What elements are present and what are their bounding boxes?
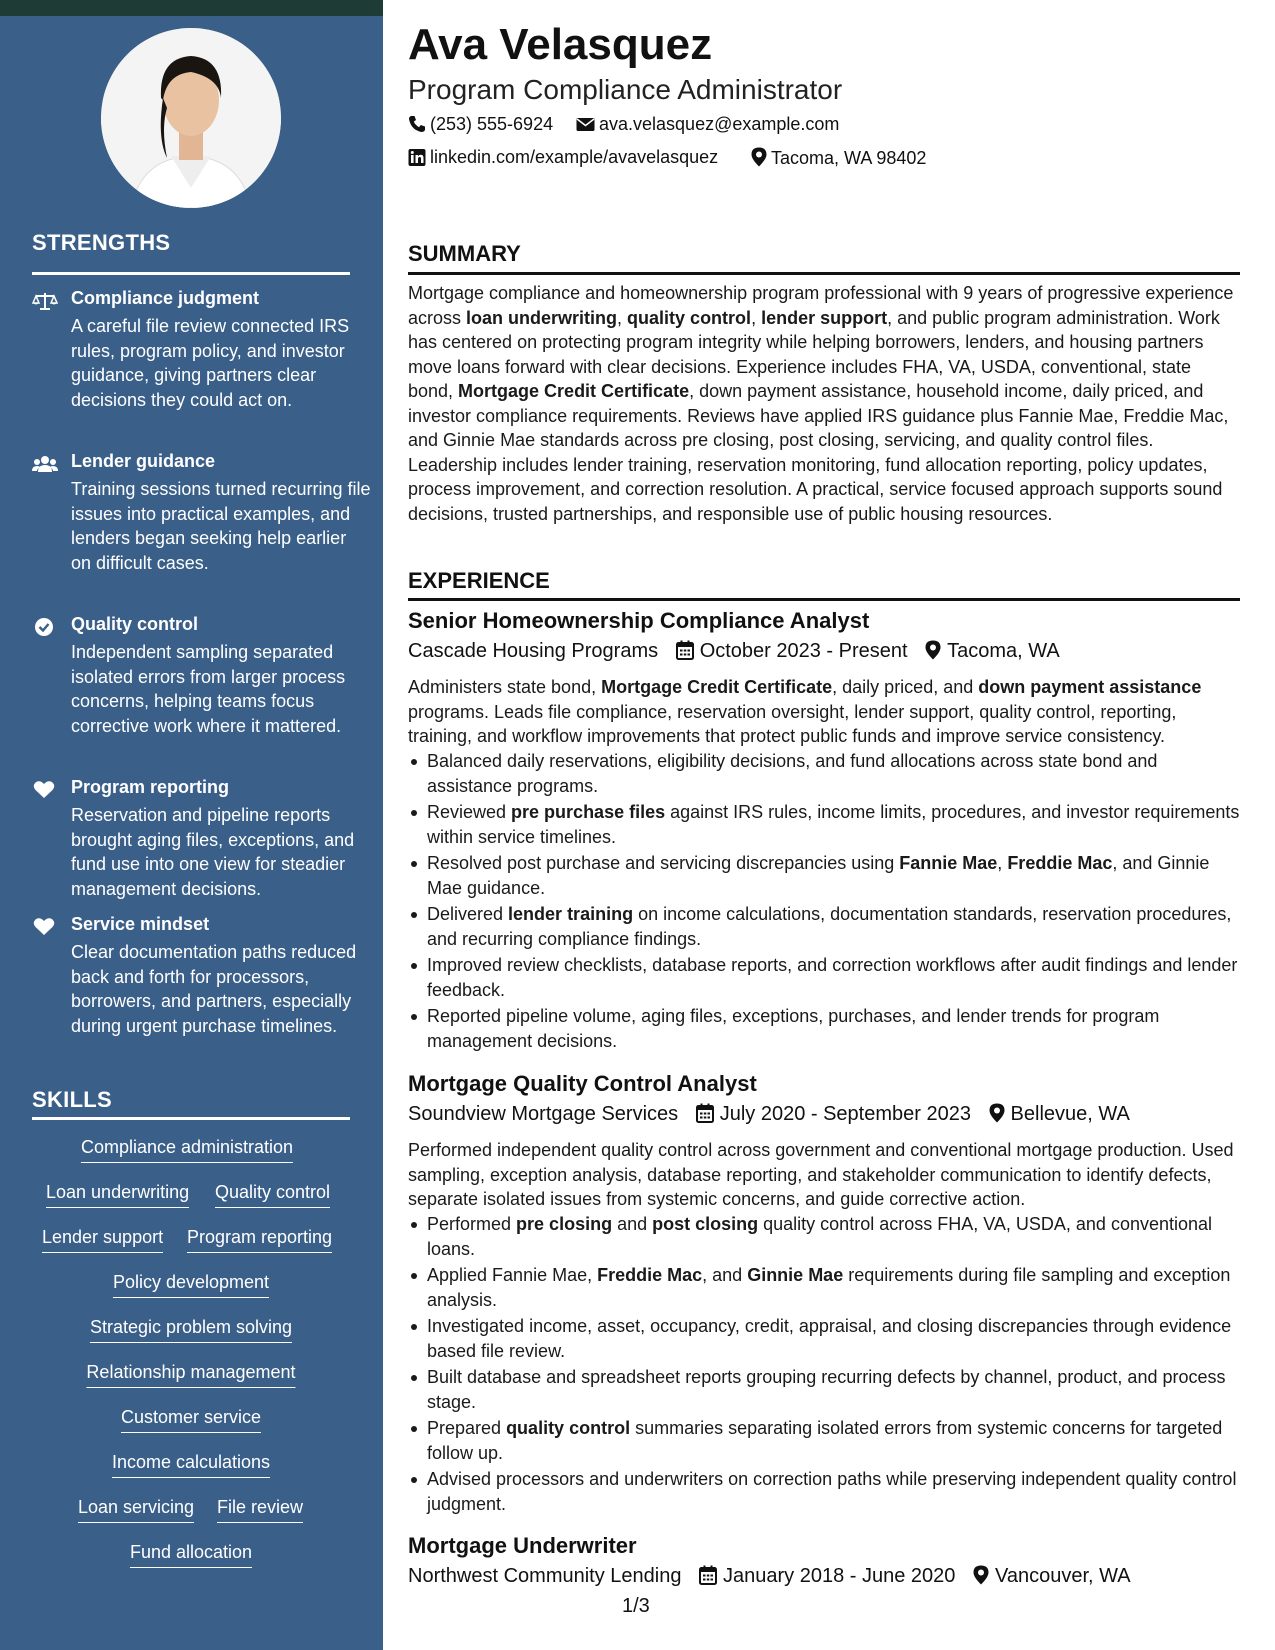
calendar-icon xyxy=(696,1103,714,1123)
calendar-icon xyxy=(676,640,694,660)
skill-tag: Lender support xyxy=(42,1227,163,1253)
job-dates: October 2023 - Present xyxy=(699,640,908,662)
job-meta xyxy=(408,1565,1131,1588)
list-item: Advised processors and underwriters on correction paths while preserving independent quality control judgment. xyxy=(408,1467,1240,1516)
map-pin-icon xyxy=(925,640,941,660)
skills-rule xyxy=(32,1117,350,1120)
phone-icon xyxy=(408,115,426,133)
list-item: Applied Fannie Mae, Freddie Mac, and Ginnie Mae requirements during file sampling and exception analysis. xyxy=(408,1263,1240,1312)
job-location: Bellevue, WA xyxy=(1010,1103,1130,1125)
phone-text: (253) 555-6924 xyxy=(430,114,554,134)
list-item: Improved review checklists, database reports, and correction workflows after audit findings and lender feedback. xyxy=(408,953,1240,1002)
list-item: Built database and spreadsheet reports grouping recurring defects by channel, product, and process stage. xyxy=(408,1365,1240,1414)
candidate-title: Program Compliance Administrator xyxy=(408,74,843,105)
job-meta xyxy=(408,1103,1130,1126)
strength-desc: Training sessions turned recurring file issues into practical examples, and lenders began seeking help earlier on difficult cases. xyxy=(71,479,371,573)
job-description: Administers state bond, Mortgage Credit Certificate, daily priced, and down payment assistance programs. Leads file compliance, reservation oversight, lender support, quality control, reporting, training, and workflow improvements that protect public funds and improve service consistency. xyxy=(408,677,1202,746)
envelope-icon xyxy=(576,115,595,133)
strength-title: Lender guidance xyxy=(71,451,216,471)
contact-location xyxy=(751,147,926,169)
map-pin-icon xyxy=(751,147,767,167)
email-text: ava.velasquez@example.com xyxy=(599,114,840,134)
page-number: 1/3 xyxy=(622,1595,650,1617)
users-icon xyxy=(32,454,58,474)
location-text: Tacoma, WA 98402 xyxy=(771,148,927,168)
skill-tag: Relationship management xyxy=(86,1362,295,1388)
heart-icon xyxy=(32,780,58,800)
strength-title: Program reporting xyxy=(71,777,230,797)
linkedin-icon xyxy=(408,148,426,166)
strength-title: Compliance judgment xyxy=(71,288,260,308)
job-meta xyxy=(408,640,1060,663)
strength-desc: Clear documentation paths reduced back and forth for processors, borrowers, and partners, especially during urgent purchase timelines. xyxy=(71,942,357,1036)
job-title: Senior Homeownership Compliance Analyst xyxy=(408,608,870,633)
summary-heading: SUMMARY xyxy=(408,241,521,266)
job-location: Vancouver, WA xyxy=(995,1565,1131,1587)
profile-photo xyxy=(101,28,281,208)
candidate-name: Ava Velasquez xyxy=(408,20,713,69)
skill-tag: Income calculations xyxy=(112,1452,270,1478)
map-pin-icon xyxy=(989,1103,1005,1123)
job-description: Performed independent quality control across government and conventional mortgage production. Used sampling, exception analysis, database reporting, and stakeholder communication to identify defects, separate isolated issues from systemic concerns, and guide corrective action. xyxy=(408,1140,1234,1209)
scale-icon xyxy=(32,291,58,311)
strength-desc: A careful file review connected IRS rules, program policy, and investor guidance, giving partners clear decisions they could act on. xyxy=(71,316,350,410)
strength-title: Service mindset xyxy=(71,914,210,934)
job-dates: July 2020 - September 2023 xyxy=(719,1103,971,1125)
list-item: Prepared quality control summaries separating isolated errors from systemic concerns for targeted follow up. xyxy=(408,1416,1240,1465)
skill-tag: Strategic problem solving xyxy=(90,1317,292,1343)
job-company: Northwest Community Lending xyxy=(408,1565,682,1587)
job-company: Soundview Mortgage Services xyxy=(408,1103,679,1125)
list-item: Delivered lender training on income calculations, documentation standards, reservation procedures, and recurring compliance findings. xyxy=(408,902,1240,951)
skills-heading: SKILLS xyxy=(32,1087,113,1112)
linkedin-text: linkedin.com/example/avavelasquez xyxy=(430,147,719,167)
strengths-rule xyxy=(32,272,350,275)
job-location: Tacoma, WA xyxy=(947,640,1060,662)
skill-tag: Loan servicing xyxy=(78,1497,194,1523)
skill-tag: Fund allocation xyxy=(130,1542,252,1568)
check-circle-icon xyxy=(32,617,58,637)
skill-tag: Policy development xyxy=(113,1272,269,1298)
strengths-heading: STRENGTHS xyxy=(32,230,171,255)
summary-rule xyxy=(408,272,1240,275)
skill-tag: Loan underwriting xyxy=(46,1182,189,1208)
list-item: Performed pre closing and post closing quality control across FHA, VA, USDA, and conventional loans. xyxy=(408,1212,1240,1261)
strength-desc: Reservation and pipeline reports brought aging files, exceptions, and fund use into one view for steadier management decisions. xyxy=(71,805,355,899)
job-title: Mortgage Underwriter xyxy=(408,1533,637,1558)
contact-email xyxy=(576,114,839,135)
map-pin-icon xyxy=(973,1565,989,1585)
skill-tag: Quality control xyxy=(215,1182,330,1208)
list-item: Balanced daily reservations, eligibility decisions, and fund allocations across state bond and assistance programs. xyxy=(408,749,1240,798)
contact-linkedin xyxy=(408,147,718,168)
experience-rule xyxy=(408,598,1240,601)
sidebar xyxy=(0,0,383,1650)
calendar-icon xyxy=(699,1565,717,1585)
list-item: Investigated income, asset, occupancy, credit, appraisal, and closing discrepancies through evidence based file review. xyxy=(408,1314,1240,1363)
skill-tag: Compliance administration xyxy=(81,1137,293,1163)
summary-text: Mortgage compliance and homeownership program professional with 9 years of progressive experience across loan underwriting, quality control, lender support, and public program administration. Work has centered on protecting program integrity while helping borrowers, lenders, and housing partners move loans forward with clear decisions. Experience includes FHA, VA, USDA, conventional, state bond, Mortgage Credit Certificate, down payment assistance, household income, daily priced, and investor compliance requirements. Reviews have applied IRS guidance plus Fannie Mae, Freddie Mac, and Ginnie Mae standards across pre closing, post closing, servicing, and quality control files. Leadership includes lender training, reservation monitoring, fund allocation reporting, policy updates, process improvement, and correction resolution. A practical, service focused approach supports sound decisions, trusted partnerships, and responsible use of public housing resources. xyxy=(408,283,1234,524)
job-company: Cascade Housing Programs xyxy=(408,640,659,662)
job-title: Mortgage Quality Control Analyst xyxy=(408,1071,757,1096)
job-dates: January 2018 - June 2020 xyxy=(723,1565,956,1587)
job-bullets xyxy=(408,1212,1240,1518)
skill-tag: Customer service xyxy=(121,1407,261,1433)
contact-phone xyxy=(408,114,553,135)
skill-tag: File review xyxy=(217,1497,303,1523)
list-item: Reported pipeline volume, aging files, exceptions, purchases, and lender trends for program management decisions. xyxy=(408,1004,1240,1053)
experience-heading: EXPERIENCE xyxy=(408,568,550,593)
skill-tag: Program reporting xyxy=(187,1227,332,1253)
list-item: Reviewed pre purchase files against IRS rules, income limits, procedures, and investor requirements within service timelines. xyxy=(408,800,1240,849)
sidebar-top-bar xyxy=(0,0,383,16)
strength-desc: Independent sampling separated isolated errors from larger process concerns, helping teams focus corrective work where it mattered. xyxy=(71,642,346,736)
list-item: Resolved post purchase and servicing discrepancies using Fannie Mae, Freddie Mac, and Ginnie Mae guidance. xyxy=(408,851,1240,900)
heart-icon xyxy=(32,917,58,937)
job-bullets xyxy=(408,749,1240,1055)
strength-title: Quality control xyxy=(71,614,199,634)
